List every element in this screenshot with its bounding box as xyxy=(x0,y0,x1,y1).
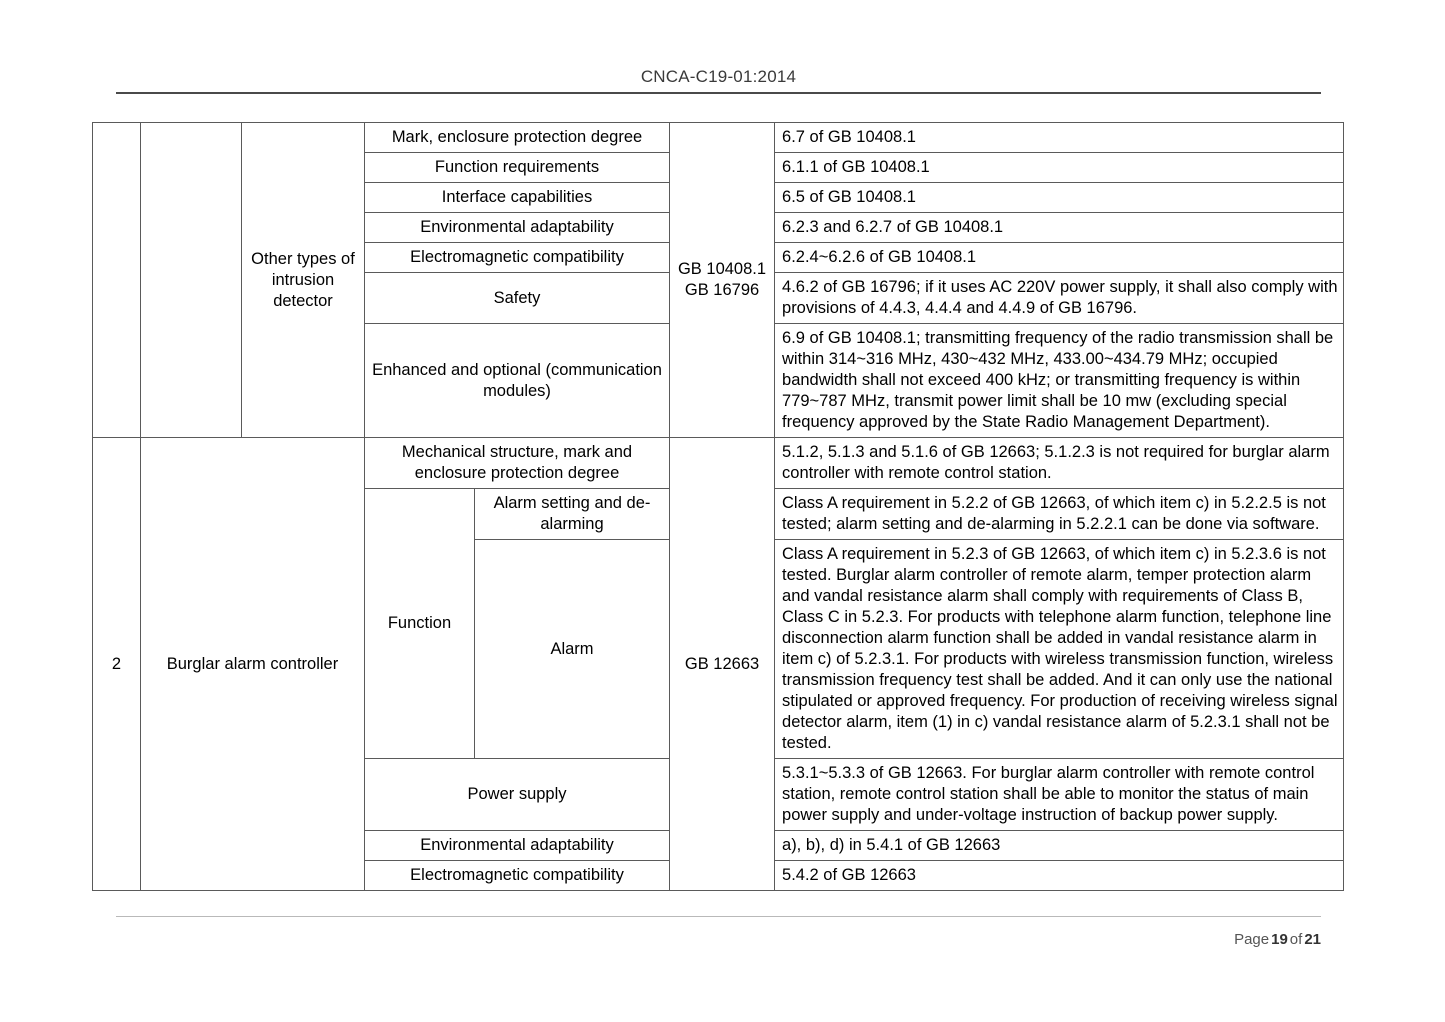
cell-row2-no: 2 xyxy=(93,438,141,891)
cell-item-environmental-adaptability: Environmental adaptability xyxy=(365,213,670,243)
standard-line-1: GB 10408.1 xyxy=(677,260,767,278)
cell-req-emc: 6.2.4~6.2.6 of GB 10408.1 xyxy=(775,243,1344,273)
cell-item-mechanical-structure: Mechanical structure, mark and enclosure protection degree xyxy=(365,438,670,489)
cell-item-emc-2: Electromagnetic compatibility xyxy=(365,861,670,891)
footer-total-pages: 21 xyxy=(1304,931,1321,948)
cell-row1-product xyxy=(141,123,242,438)
cell-item-safety: Safety xyxy=(365,273,670,324)
cell-req-enhanced-optional: 6.9 of GB 10408.1; transmitting frequency of the radio transmission shall be within 314~316 MHz, 430~432 MHz, 433.00~434.79 MHz; occupied bandwidth shall not exceed 400 kHz; or transmitting frequency is within 779~787 MHz, transmit power limit shall be 10 mw (excluding special frequency approved by the State Radio Management Department). xyxy=(775,324,1344,438)
page-header-title: CNCA-C19-01:2014 xyxy=(640,67,797,86)
footer-of-word: of xyxy=(1289,931,1303,948)
cell-req-power-supply: 5.3.1~5.3.3 of GB 12663. For burglar alarm controller with remote control station, remote control station shall be able to monitor the status of main power supply and under-voltage instruction of backup power supply. xyxy=(775,759,1344,831)
page-header xyxy=(116,66,1321,94)
cell-item-mark-enclosure: Mark, enclosure protection degree xyxy=(365,123,670,153)
table-row xyxy=(93,123,1344,153)
cell-item-alarm: Alarm xyxy=(475,540,670,759)
cell-req-environmental-adaptability: 6.2.3 and 6.2.7 of GB 10408.1 xyxy=(775,213,1344,243)
requirements-table xyxy=(92,122,1344,891)
cell-req-interface-capabilities: 6.5 of GB 10408.1 xyxy=(775,183,1344,213)
cell-row1-type: Other types of intrusion detector xyxy=(242,123,365,438)
header-divider xyxy=(116,92,1321,94)
table-row xyxy=(93,438,1344,489)
footer-divider xyxy=(116,916,1321,917)
cell-req-mark-enclosure: 6.7 of GB 10408.1 xyxy=(775,123,1344,153)
cell-item-alarm-setting: Alarm setting and de-alarming xyxy=(475,489,670,540)
cell-req-env-adaptability-2: a), b), d) in 5.4.1 of GB 12663 xyxy=(775,831,1344,861)
cell-row1-no xyxy=(93,123,141,438)
cell-item-env-adaptability-2: Environmental adaptability xyxy=(365,831,670,861)
cell-item-power-supply: Power supply xyxy=(365,759,670,831)
cell-item-interface-capabilities: Interface capabilities xyxy=(365,183,670,213)
page-number-indicator xyxy=(116,931,1321,948)
cell-row2-product: Burglar alarm controller xyxy=(141,438,365,891)
cell-item-enhanced-optional: Enhanced and optional (communication modules) xyxy=(365,324,670,438)
footer-page-word: Page xyxy=(1234,931,1270,948)
standard-line-2: GB 16796 xyxy=(684,281,760,299)
cell-req-alarm-setting: Class A requirement in 5.2.2 of GB 12663, of which item c) in 5.2.2.5 is not tested; alarm setting and de-alarming in 5.2.2.1 can be done via software. xyxy=(775,489,1344,540)
cell-req-alarm: Class A requirement in 5.2.3 of GB 12663, of which item c) in 5.2.3.6 is not tested. Burglar alarm controller of remote alarm, temper protection alarm and vandal resistance alarm shall comply with requirements of Class B, Class C in 5.2.3. For products with telephone alarm function, telephone line disconnection alarm function shall be added in vandal resistance alarm in item c) of 5.2.3.1. For products with wireless transmission function, wireless transmission frequency test shall be added. And it can only use the national stipulated or approved frequency. For production of receiving wireless signal detector alarm, item (1) in c) vandal resistance alarm of 5.2.3.1 shall not be tested. xyxy=(775,540,1344,759)
cell-req-emc-2: 5.4.2 of GB 12663 xyxy=(775,861,1344,891)
cell-req-safety: 4.6.2 of GB 16796; if it uses AC 220V power supply, it shall also comply with provisions of 4.4.3, 4.4.4 and 4.4.9 of GB 16796. xyxy=(775,273,1344,324)
cell-item-function-requirements: Function requirements xyxy=(365,153,670,183)
cell-group-function: Function xyxy=(365,489,475,759)
cell-item-emc: Electromagnetic compatibility xyxy=(365,243,670,273)
footer-page-number: 19 xyxy=(1271,931,1288,948)
cell-req-function-requirements: 6.1.1 of GB 10408.1 xyxy=(775,153,1344,183)
cell-row1-standard xyxy=(670,123,775,438)
page-footer xyxy=(116,916,1321,948)
cell-row2-standard: GB 12663 xyxy=(670,438,775,891)
cell-req-mechanical-structure: 5.1.2, 5.1.3 and 5.1.6 of GB 12663; 5.1.2.3 is not required for burglar alarm controller with remote control station. xyxy=(775,438,1344,489)
